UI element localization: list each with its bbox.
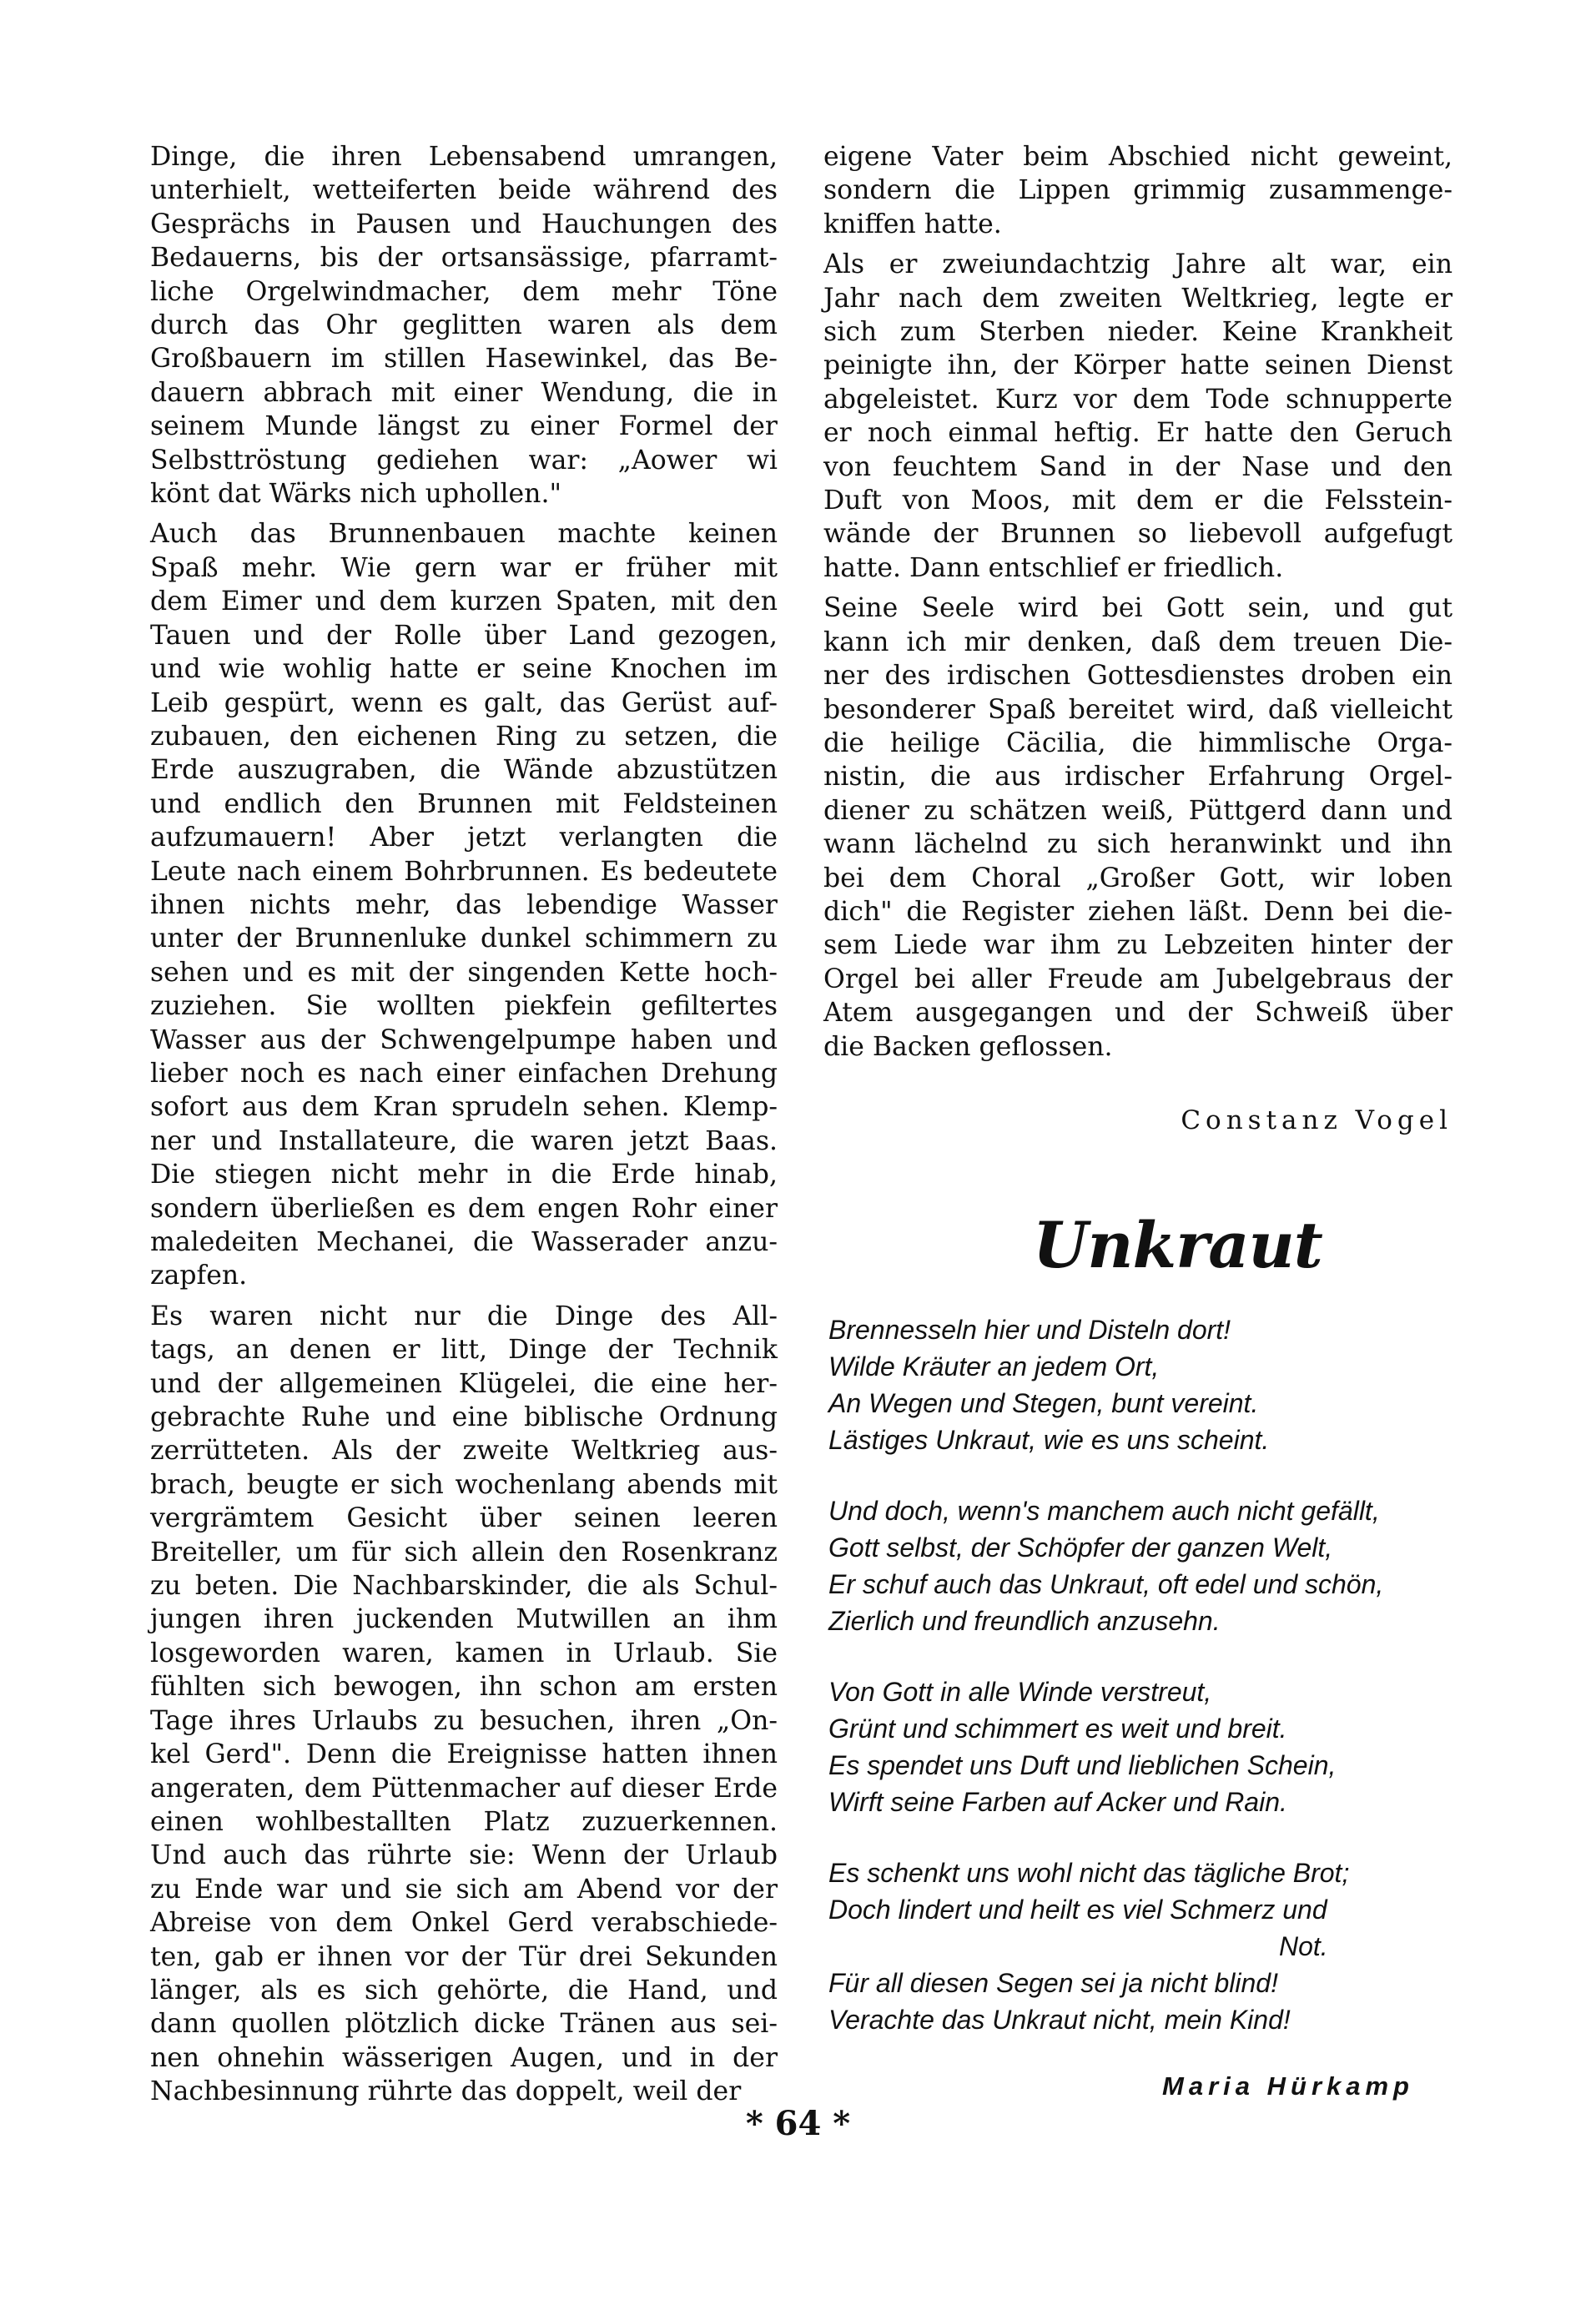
text-line: Duft von Moos, mit dem er die Felsstein-: [823, 486, 1453, 516]
poem-line: Not.: [1279, 1931, 1328, 1961]
text-line: maledeiten Mechanei, die Wasserader anzu-: [150, 1227, 778, 1257]
poem-line: Zierlich und freundlich anzusehn.: [828, 1606, 1221, 1636]
poem-line: Es schenkt uns wohl nicht das tägliche Brot;: [828, 1858, 1350, 1888]
text-line: besonderer Spaß bereitet wird, daß vielleicht: [823, 694, 1453, 725]
text-line: Leib gespürt, wenn es galt, das Gerüst auf-: [150, 687, 778, 718]
text-line: ihnen nichts mehr, das lebendige Wasser: [150, 889, 778, 920]
text-line: zu Ende war und sie sich am Abend vor der: [150, 1874, 778, 1905]
text-line: von feuchtem Sand in der Nase und den: [823, 451, 1453, 482]
text-line: Leute nach einem Bohrbrunnen. Es bedeutete: [150, 856, 778, 887]
text-line: bei dem Choral „Großer Gott, wir loben: [823, 863, 1453, 893]
text-line: diener zu schätzen weiß, Püttgerd dann und: [823, 795, 1453, 826]
text-line: Spaß mehr. Wie gern war er früher mit: [150, 552, 778, 583]
poem-line: Von Gott in alle Winde verstreut,: [828, 1677, 1212, 1707]
text-line: Breiteller, um für sich allein den Rosenkranz: [150, 1537, 778, 1568]
poem-line: Wirft seine Farben auf Acker und Rain.: [828, 1787, 1287, 1817]
text-line: die Backen geflossen.: [823, 1031, 1113, 1062]
poem-stanza: [828, 1492, 1453, 1639]
text-line: Jahr nach dem zweiten Weltkrieg, legte er: [823, 283, 1453, 314]
text-line: Seine Seele wird bei Gott sein, und gut: [823, 593, 1453, 624]
text-line: abgeleistet. Kurz vor dem Tode schnupperte: [823, 384, 1453, 415]
text-line: zubauen, den eichenen Ring zu setzen, die: [150, 721, 778, 752]
text-line: und der allgemeinen Klügelei, die eine her-: [150, 1368, 778, 1399]
text-line: Als er zweiundachtzig Jahre alt war, ein: [823, 249, 1453, 280]
text-line: zuziehen. Sie wollten piekfein gefiltertes: [150, 991, 778, 1022]
text-line: Bedauerns, bis der ortsansässige, pfarramt-: [150, 243, 778, 274]
text-line: vergrämtem Gesicht über seinen leeren: [150, 1503, 778, 1534]
text-line: hatte. Dann entschlief er friedlich.: [823, 552, 1284, 583]
poem-line: Es spendet uns Duft und lieblichen Schein,: [828, 1750, 1337, 1780]
text-line: Atem ausgegangen und der Schweiß über: [823, 998, 1453, 1029]
text-line: nen ohnehin wässerigen Augen, und in der: [150, 2042, 778, 2073]
text-line: sehen und es mit der singenden Kette hoch-: [150, 957, 778, 988]
text-line: kel Gerd". Denn die Ereignisse hatten ihnen: [150, 1739, 778, 1770]
paragraph: [150, 140, 778, 511]
poem-line: Und doch, wenn's manchem auch nicht gefällt,: [828, 1496, 1380, 1526]
text-line: gebrachte Ruhe und eine biblische Ordnung: [150, 1402, 778, 1433]
text-line: Abreise von dem Onkel Gerd verabschiede-: [150, 1908, 778, 1939]
poem-line: Er schuf auch das Unkraut, oft edel und schön,: [828, 1569, 1384, 1599]
text-line: Die stiegen nicht mehr in die Erde hinab,: [150, 1160, 778, 1190]
text-line: ner und Installateure, die waren jetzt Baas.: [150, 1125, 778, 1156]
poem-stanza: [828, 1311, 1453, 1458]
paragraph: [823, 591, 1453, 1064]
text-line: kniffen hatte.: [823, 209, 1002, 239]
page-number: * 64 *: [745, 2104, 851, 2143]
text-line: Erde auszugraben, die Wände abzustützen: [150, 755, 778, 786]
text-line: dauern abbrach mit einer Wendung, die in: [150, 377, 778, 408]
poem-stanza: [828, 1855, 1453, 2038]
text-line: und wie wohlig hatte er seine Knochen im: [150, 654, 778, 685]
text-line: lieber noch es nach einer einfachen Drehung: [150, 1058, 778, 1089]
poem-line: Brennesseln hier und Disteln dort!: [828, 1315, 1231, 1345]
poem-line: Verachte das Unkraut nicht, mein Kind!: [828, 2005, 1291, 2035]
text-line: und endlich den Brunnen mit Feldsteinen: [150, 788, 778, 819]
text-line: länger, als es sich gehörte, die Hand, und: [150, 1975, 778, 2006]
text-line: dann quollen plötzlich dicke Tränen aus sei-: [150, 2009, 778, 2040]
poem-line: Lästiges Unkraut, wie es uns scheint.: [828, 1425, 1270, 1455]
paragraph: [150, 517, 778, 1292]
text-line: ner des irdischen Gottesdienstes droben ein: [823, 661, 1453, 692]
paragraph: [150, 1300, 778, 2109]
text-line: wände der Brunnen so liebevoll aufgefugt: [823, 519, 1453, 550]
text-line: einen wohlbestallten Platz zuzuerkennen.: [150, 1806, 778, 1837]
text-line: jungen ihren juckenden Mutwillen an ihm: [150, 1604, 778, 1635]
text-line: unter der Brunnenluke dunkel schimmern zu: [150, 924, 778, 954]
text-line: peinigte ihn, der Körper hatte seinen Dienst: [823, 350, 1453, 381]
text-line: zapfen.: [150, 1261, 248, 1291]
text-line: tags, an denen er litt, Dinge der Technik: [150, 1335, 778, 1366]
text-line: eigene Vater beim Abschied nicht geweint,: [823, 142, 1453, 172]
right-column: [823, 140, 1453, 1137]
text-line: zerrütteten. Als der zweite Weltkrieg aus-: [150, 1436, 778, 1467]
text-line: könt dat Wärks nich uphollen.": [150, 479, 561, 510]
text-line: dem Eimer und dem kurzen Spaten, mit den: [150, 586, 778, 617]
poem-line: Für all diesen Segen sei ja nicht blind!: [828, 1968, 1278, 1998]
text-line: kann ich mir denken, daß dem treuen Die-: [823, 627, 1453, 657]
text-line: aufzumauern! Aber jetzt verlangten die: [150, 823, 778, 853]
text-line: sich zum Sterben nieder. Keine Krankheit: [823, 317, 1453, 348]
text-line: die heilige Cäcilia, die himmlische Orga-: [823, 727, 1453, 758]
poem-stanza: [828, 1673, 1453, 1820]
text-line: dich" die Register ziehen läßt. Denn bei die-: [823, 896, 1453, 927]
poem-line: An Wegen und Stegen, bunt vereint.: [828, 1388, 1259, 1418]
poem-author: Maria Hürkamp: [1162, 2071, 1414, 2101]
text-line: Großbauern im stillen Hasewinkel, das Be-: [150, 344, 778, 375]
text-line: seinem Munde längst zu einer Formel der: [150, 411, 778, 442]
left-column: [150, 140, 778, 2116]
text-line: Orgel bei aller Freude am Jubelgebraus der: [823, 964, 1453, 994]
poem-line: Wilde Kräuter an jedem Ort,: [828, 1351, 1160, 1381]
text-line: Und auch das rührte sie: Wenn der Urlaub: [150, 1840, 778, 1871]
text-line: unterhielt, wetteiferten beide während des: [150, 175, 778, 206]
text-line: durch das Ohr geglitten waren als dem: [150, 310, 778, 341]
text-line: Es waren nicht nur die Dinge des All-: [150, 1301, 778, 1331]
text-line: Selbsttröstung gediehen war: „Aower wi: [150, 445, 778, 476]
text-line: liche Orgelwindmacher, dem mehr Töne: [150, 276, 778, 307]
text-line: brach, beugte er sich wochenlang abends mit: [150, 1469, 778, 1500]
text-line: fühlten sich bewogen, ihn schon am ersten: [150, 1672, 778, 1703]
poem-line: Grünt und schimmert es weit und breit.: [828, 1714, 1287, 1744]
text-line: nistin, die aus irdischer Erfahrung Orgel-: [823, 762, 1453, 793]
text-line: sondern die Lippen grimmig zusammenge-: [823, 175, 1453, 206]
text-line: ten, gab er ihnen vor der Tür drei Sekunden: [150, 1941, 778, 1972]
text-line: Nachbesinnung rührte das doppelt, weil der: [150, 2076, 742, 2107]
text-line: sem Liede war ihm zu Lebzeiten hinter der: [823, 930, 1453, 961]
text-line: Tage ihres Urlaubs zu besuchen, ihren „On-: [150, 1705, 778, 1736]
text-line: Dinge, die ihren Lebensabend umrangen,: [150, 142, 778, 172]
text-line: sofort aus dem Kran sprudeln sehen. Klemp-: [150, 1092, 778, 1123]
text-line: Wasser aus der Schwengelpumpe haben und: [150, 1024, 778, 1055]
text-line: angeraten, dem Püttenmacher auf dieser Erde: [150, 1773, 778, 1804]
text-line: Gesprächs in Pausen und Hauchungen des: [150, 209, 778, 239]
text-line: Tauen und der Rolle über Land gezogen,: [150, 620, 778, 651]
poem-title: Unkraut: [1033, 1208, 1322, 1282]
text-line: er noch einmal heftig. Er hatte den Geruch: [823, 418, 1453, 449]
paragraph: [823, 140, 1453, 241]
text-line: wann lächelnd zu sich heranwinkt und ihn: [823, 829, 1453, 860]
poem-line: Doch lindert und heilt es viel Schmerz und: [828, 1895, 1327, 1925]
poem-body: [828, 1311, 1453, 2072]
text-line: zu beten. Die Nachbarskinder, die als Schul-: [150, 1571, 778, 1602]
text-line: losgeworden waren, kamen in Urlaub. Sie: [150, 1638, 778, 1668]
text-line: sondern überließen es dem engen Rohr einer: [150, 1193, 778, 1224]
paragraph: [823, 248, 1453, 585]
article-signature: Constanz Vogel: [1181, 1105, 1453, 1135]
text-line: Auch das Brunnenbauen machte keinen: [150, 519, 778, 550]
poem-line: Gott selbst, der Schöpfer der ganzen Welt,: [828, 1532, 1333, 1563]
